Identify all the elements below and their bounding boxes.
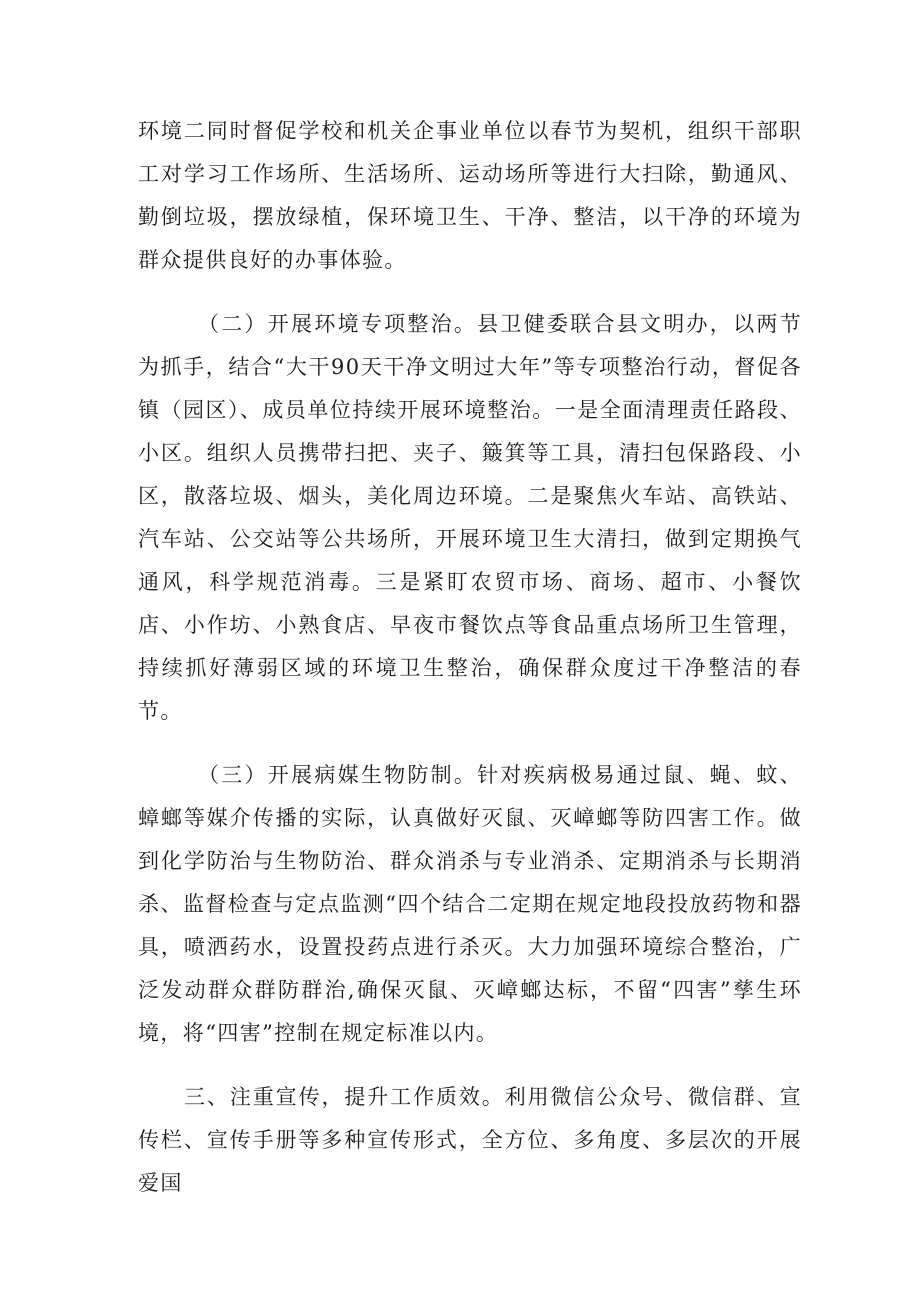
document-page: [138, 110, 802, 1205]
paragraph-vector-control: （三）开展病媒生物防制。针对疾病极易通过鼠、蝇、蚊、蟑螂等媒介传播的实际，认真做好灭鼠、灭嶂螂等防四害工作。做到化学防治与生物防治、群众消杀与专业消杀、定期消杀与长期消杀、监督检查与定点监测“四个结合二定期在规定地段投放药物和器具，喷洒药水，设置投药点进行杀灭。大力加强环境综合整治，广泛发动群众群防群治,确保灭鼠、灭嶂螂达标，不留“四害”孳生环境，将“四害”控制在规定标准以内。: [138, 763, 802, 1045]
paragraph-publicity: 三、注重宣传，提升工作质效。利用微信公众号、微信群、宣传栏、宣传手册等多种宣传形式，全方位、多角度、多层次的开展爱国: [138, 1085, 802, 1195]
paragraph-special-rectification: （二）开展环境专项整治。县卫健委联合县文明办，以两节为抓手，结合“大干90天干净文明过大年”等专项整治行动，督促各镇（园区）、成员单位持续开展环境整治。一是全面清理责任路段、小区。组织人员携带扫把、夹子、簸箕等工具，清扫包保路段、小区，散落垃圾、烟头，美化周边环境。二是聚焦火车站、高铁站、汽车站、公交站等公共场所，开展环境卫生大清扫，做到定期换气通风，科学规范消毒。三是紧盯农贸市场、商场、超市、小餐饮店、小作坊、小熟食店、早夜市餐饮点等食品重点场所卫生管理，持续抓好薄弱区域的环境卫生整治，确保群众度过干净整洁的春节。: [138, 312, 802, 723]
paragraph-environment-cleanup: 环境二同时督促学校和机关企事业单位以春节为契机，组织干部职工对学习工作场所、生活场所、运动场所等进行大扫除，勤通风、勤倒垃圾，摆放绿植，保环境卫生、干净、整洁，以干净的环境为群众提供良好的办事体验。: [138, 119, 802, 272]
